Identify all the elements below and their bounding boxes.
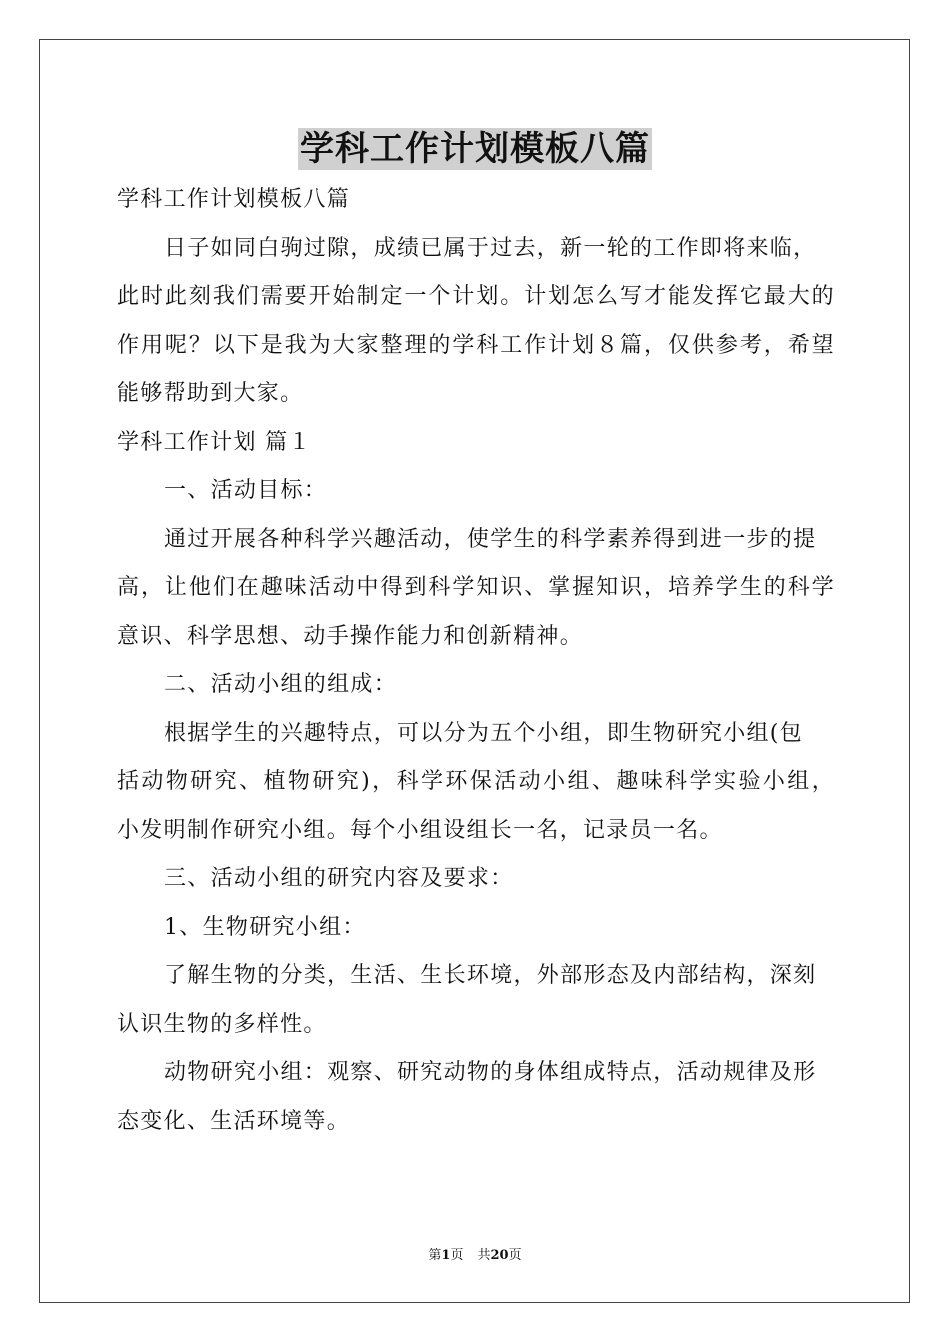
document-body — [117, 176, 835, 1146]
page-prefix: 第 — [428, 1248, 442, 1263]
page-suffix: 页 — [450, 1248, 464, 1263]
paragraph-line: 动物研究小组：观察、研究动物的身体组成特点，活动规律及形 — [164, 1060, 817, 1085]
subtitle-line: 学科工作计划模板八篇 — [117, 187, 351, 212]
paragraph-line: 了解生物的分类，生活、生长环境，外部形态及内部结构，深刻 — [164, 963, 817, 988]
paragraph-line: 小发明制作研究小组。每个小组设组长一名，记录员一名。 — [117, 817, 723, 843]
paragraph-line: 日子如同白驹过隙，成绩已属于过去，新一轮的工作即将来临， — [164, 235, 817, 261]
paragraph-line: 根据学生的兴趣特点，可以分为五个小组，即生物研究小组(包 — [164, 720, 803, 746]
paragraph-line: 态变化、生活环境等。 — [117, 1108, 351, 1134]
page-footer — [0, 1247, 950, 1265]
total-prefix: 共 — [477, 1248, 491, 1263]
subheading-line: 一、活动目标： — [164, 478, 328, 503]
total-suffix: 页 — [508, 1248, 522, 1263]
total-pages: 20 — [490, 1248, 509, 1263]
paragraph-line: 认识生物的多样性。 — [117, 1011, 327, 1037]
title-container — [0, 128, 950, 170]
subheading-line: 三、活动小组的研究内容及要求： — [164, 866, 514, 891]
subheading-line: 1、生物研究小组： — [164, 914, 366, 940]
section-heading: 学科工作计划 篇１ — [117, 429, 312, 455]
page-number: 1 — [441, 1248, 451, 1263]
paragraph-line: 意识、科学思想、动手操作能力和创新精神。 — [117, 623, 584, 649]
subheading-line: 二、活动小组的组成： — [164, 672, 398, 697]
paragraph-line: 此时此刻我们需要开始制定一个计划。计划怎么写才能发挥它最大的 — [117, 284, 835, 309]
document-title: 学科工作计划模板八篇 — [300, 129, 650, 169]
paragraph-line: 通过开展各种科学兴趣活动，使学生的科学素养得到进一步的提 — [164, 526, 817, 552]
paragraph-line: 括动物研究、植物研究)，科学环保活动小组、趣味科学实验小组， — [117, 769, 835, 794]
paragraph-line: 作用呢？以下是我为大家整理的学科工作计划８篇，仅供参考，希望 — [117, 332, 835, 358]
paragraph-line: 高，让他们在趣味活动中得到科学知识、掌握知识，培养学生的科学 — [117, 575, 835, 600]
paragraph-line: 能够帮助到大家。 — [117, 381, 304, 406]
